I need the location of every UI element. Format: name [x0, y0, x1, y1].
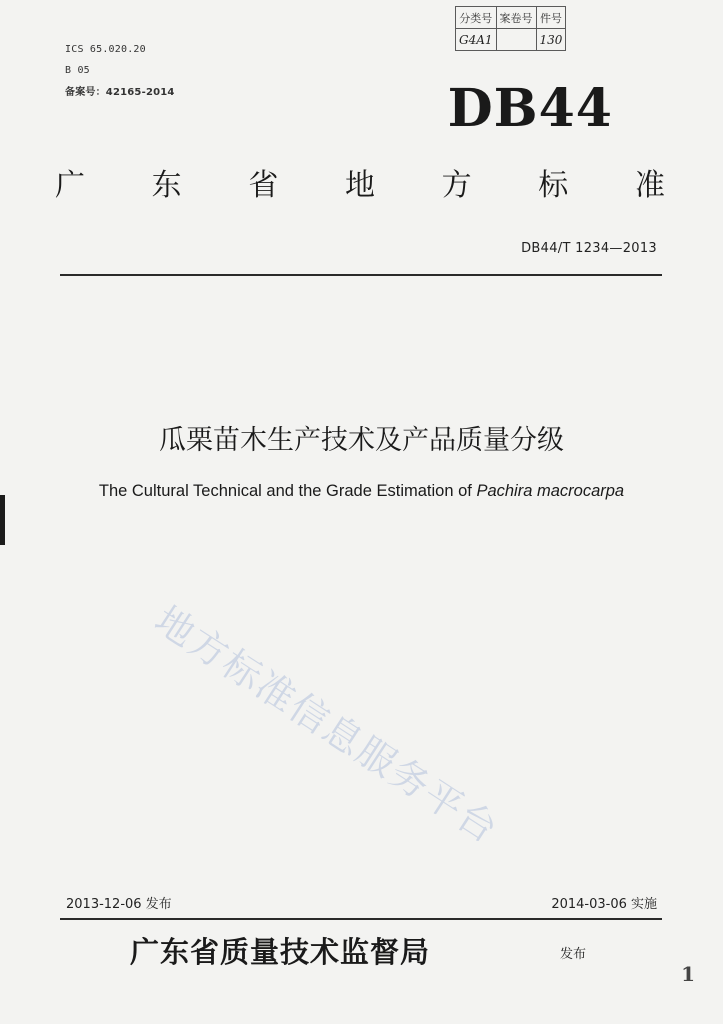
- title-en-prefix: The Cultural Technical and the Grade Estimation of: [98, 482, 477, 500]
- scan-edge-mark: [0, 495, 5, 545]
- issuing-authority: 广东省质量技术监督局: [130, 935, 431, 969]
- title-en-species: Pachira macrocarpa: [476, 482, 625, 500]
- title-char: 方: [441, 168, 472, 203]
- stamp-header-file: 案卷号: [496, 7, 536, 29]
- footer-divider: [60, 918, 662, 920]
- issue-date: 2013-12-06 发布: [66, 897, 172, 912]
- stamp-header-item: 件号: [536, 7, 566, 29]
- document-title-cn: 瓜栗苗木生产技术及产品质量分级: [159, 425, 564, 456]
- issued-label: 发布: [560, 947, 587, 962]
- title-char: 东: [151, 168, 182, 203]
- stamp-value-item: 130: [536, 29, 566, 51]
- classification-code: B 05: [65, 65, 90, 76]
- header-divider: [60, 274, 662, 276]
- title-char: 广: [55, 168, 85, 203]
- page-number: 1: [681, 962, 695, 986]
- document-title-en: [0, 482, 723, 501]
- record-number: 备案号：42165-2014: [65, 87, 175, 98]
- title-char: 标: [538, 168, 569, 203]
- db44-logo: DB44: [447, 78, 613, 139]
- title-char: 省: [248, 168, 279, 203]
- archive-stamp-table: [455, 6, 566, 51]
- stamp-header-category: 分类号: [456, 7, 497, 29]
- title-char: 地: [344, 168, 375, 203]
- implementation-date: 2014-03-06 实施: [551, 897, 657, 912]
- stamp-value-category: G4A1: [456, 29, 497, 51]
- standard-number: DB44/T 1234—2013: [521, 241, 657, 256]
- watermark: 地方标准信息服务平台: [147, 597, 507, 853]
- ics-code: ICS 65.020.20: [65, 44, 146, 55]
- stamp-value-file: [496, 29, 536, 51]
- standard-type-title: [55, 160, 665, 204]
- title-char: 准: [634, 168, 665, 203]
